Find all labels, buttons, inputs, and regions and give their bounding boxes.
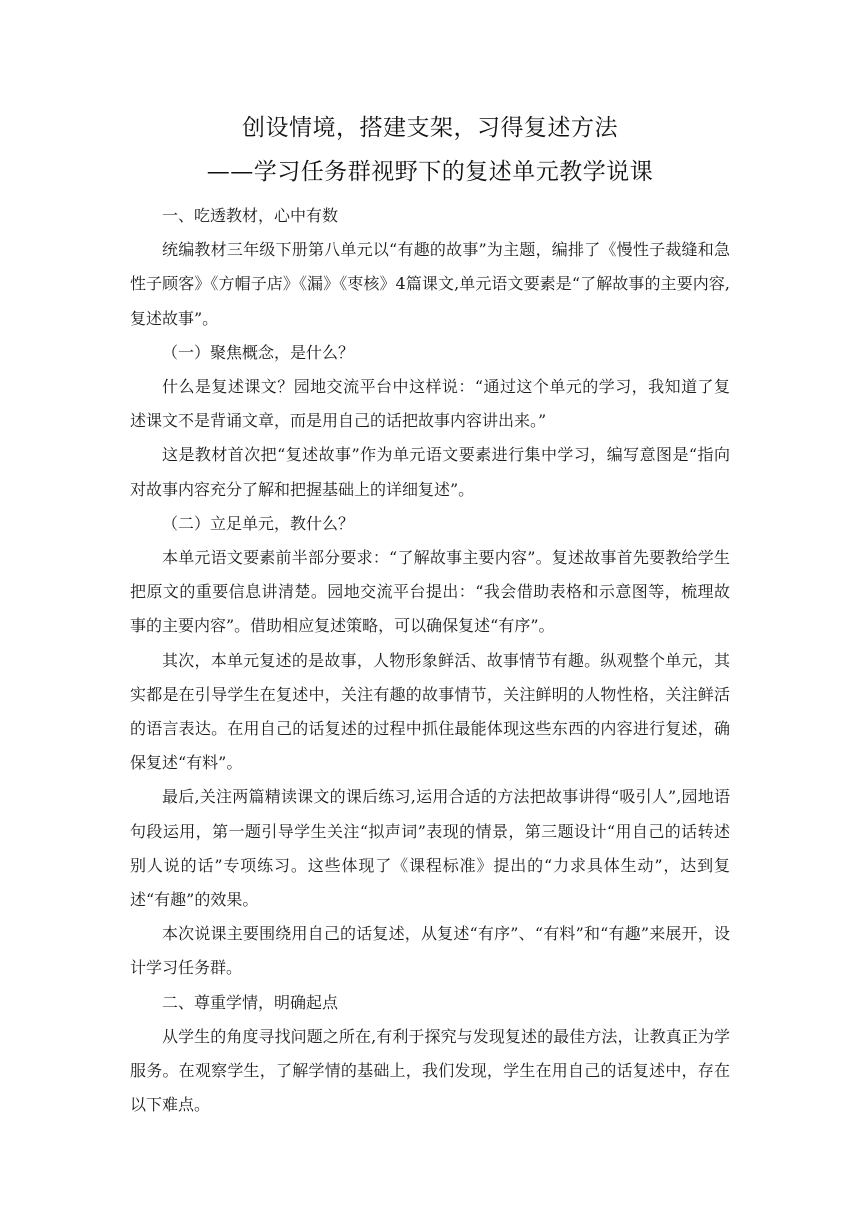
paragraph: 最后,关注两篇精读课文的课后练习,运用合适的方法把故事讲得“吸引人”,园地语句段运用，第一题引导学生关注“拟声词”表现的情景，第三题设计“用自己的话转述别人说的话”专项练习。这些体现了《课程标准》提出的“力求具体生动”，达到复述“有趣”的效果。: [130, 787, 730, 910]
paragraph: 什么是复述课文？园地交流平台中这样说：“通过这个单元的学习，我知道了复述课文不是背诵文章，而是用自己的话把故事内容讲出来。”: [130, 377, 730, 431]
document-subtitle: ——学习任务群视野下的复述单元教学说课: [206, 159, 654, 185]
paragraph: 其次，本单元复述的是故事，人物形象鲜活、故事情节有趣。纵观整个单元，其实都是在引导学生在复述中，关注有趣的故事情节，关注鲜明的人物性格，关注鲜活的语言表达。在用自己的话复述的过程中抓住最能体现这些东西的内容进行复述，确保复述“有料”。: [130, 650, 730, 773]
section-subheading: （二）立足单元，教什么？: [162, 513, 355, 533]
document-body: [130, 199, 730, 1122]
paragraph: 本单元语文要素前半部分要求：“了解故事主要内容”。复述故事首先要教给学生把原文的重要信息讲清楚。园地交流平台提出：“我会借助表格和示意图等，梳理故事的主要内容”。借助相应复述策略，可以确保复述“有序”。: [130, 548, 730, 636]
paragraph: 统编教材三年级下册第八单元以“有趣的故事”为主题，编排了《慢性子裁缝和急性子顾客》《方帽子店》《漏》《枣核》4篇课文,单元语文要素是“了解故事的主要内容,复述故事”。: [130, 240, 730, 328]
section-heading: 二、尊重学情，明确起点: [162, 992, 339, 1012]
paragraph: 本次说课主要围绕用自己的话复述，从复述“有序”、“有料”和“有趣”来展开，设计学习任务群。: [130, 924, 730, 978]
section-subheading: （一）聚焦概念，是什么？: [162, 342, 355, 362]
section-heading: 一、吃透教材，心中有数: [162, 206, 339, 225]
paragraph: 这是教材首次把“复述故事”作为单元语文要素进行集中学习，编写意图是“指向对故事内容充分了解和把握基础上的详细复述”。: [130, 445, 730, 499]
document-title: 创设情境，搭建支架，习得复述方法: [242, 115, 618, 141]
paragraph: 从学生的角度寻找问题之所在,有利于探究与发现复述的最佳方法，让教真正为学服务。在观察学生，了解学情的基础上，我们发现，学生在用自己的话复述中，存在以下难点。: [130, 1026, 730, 1115]
